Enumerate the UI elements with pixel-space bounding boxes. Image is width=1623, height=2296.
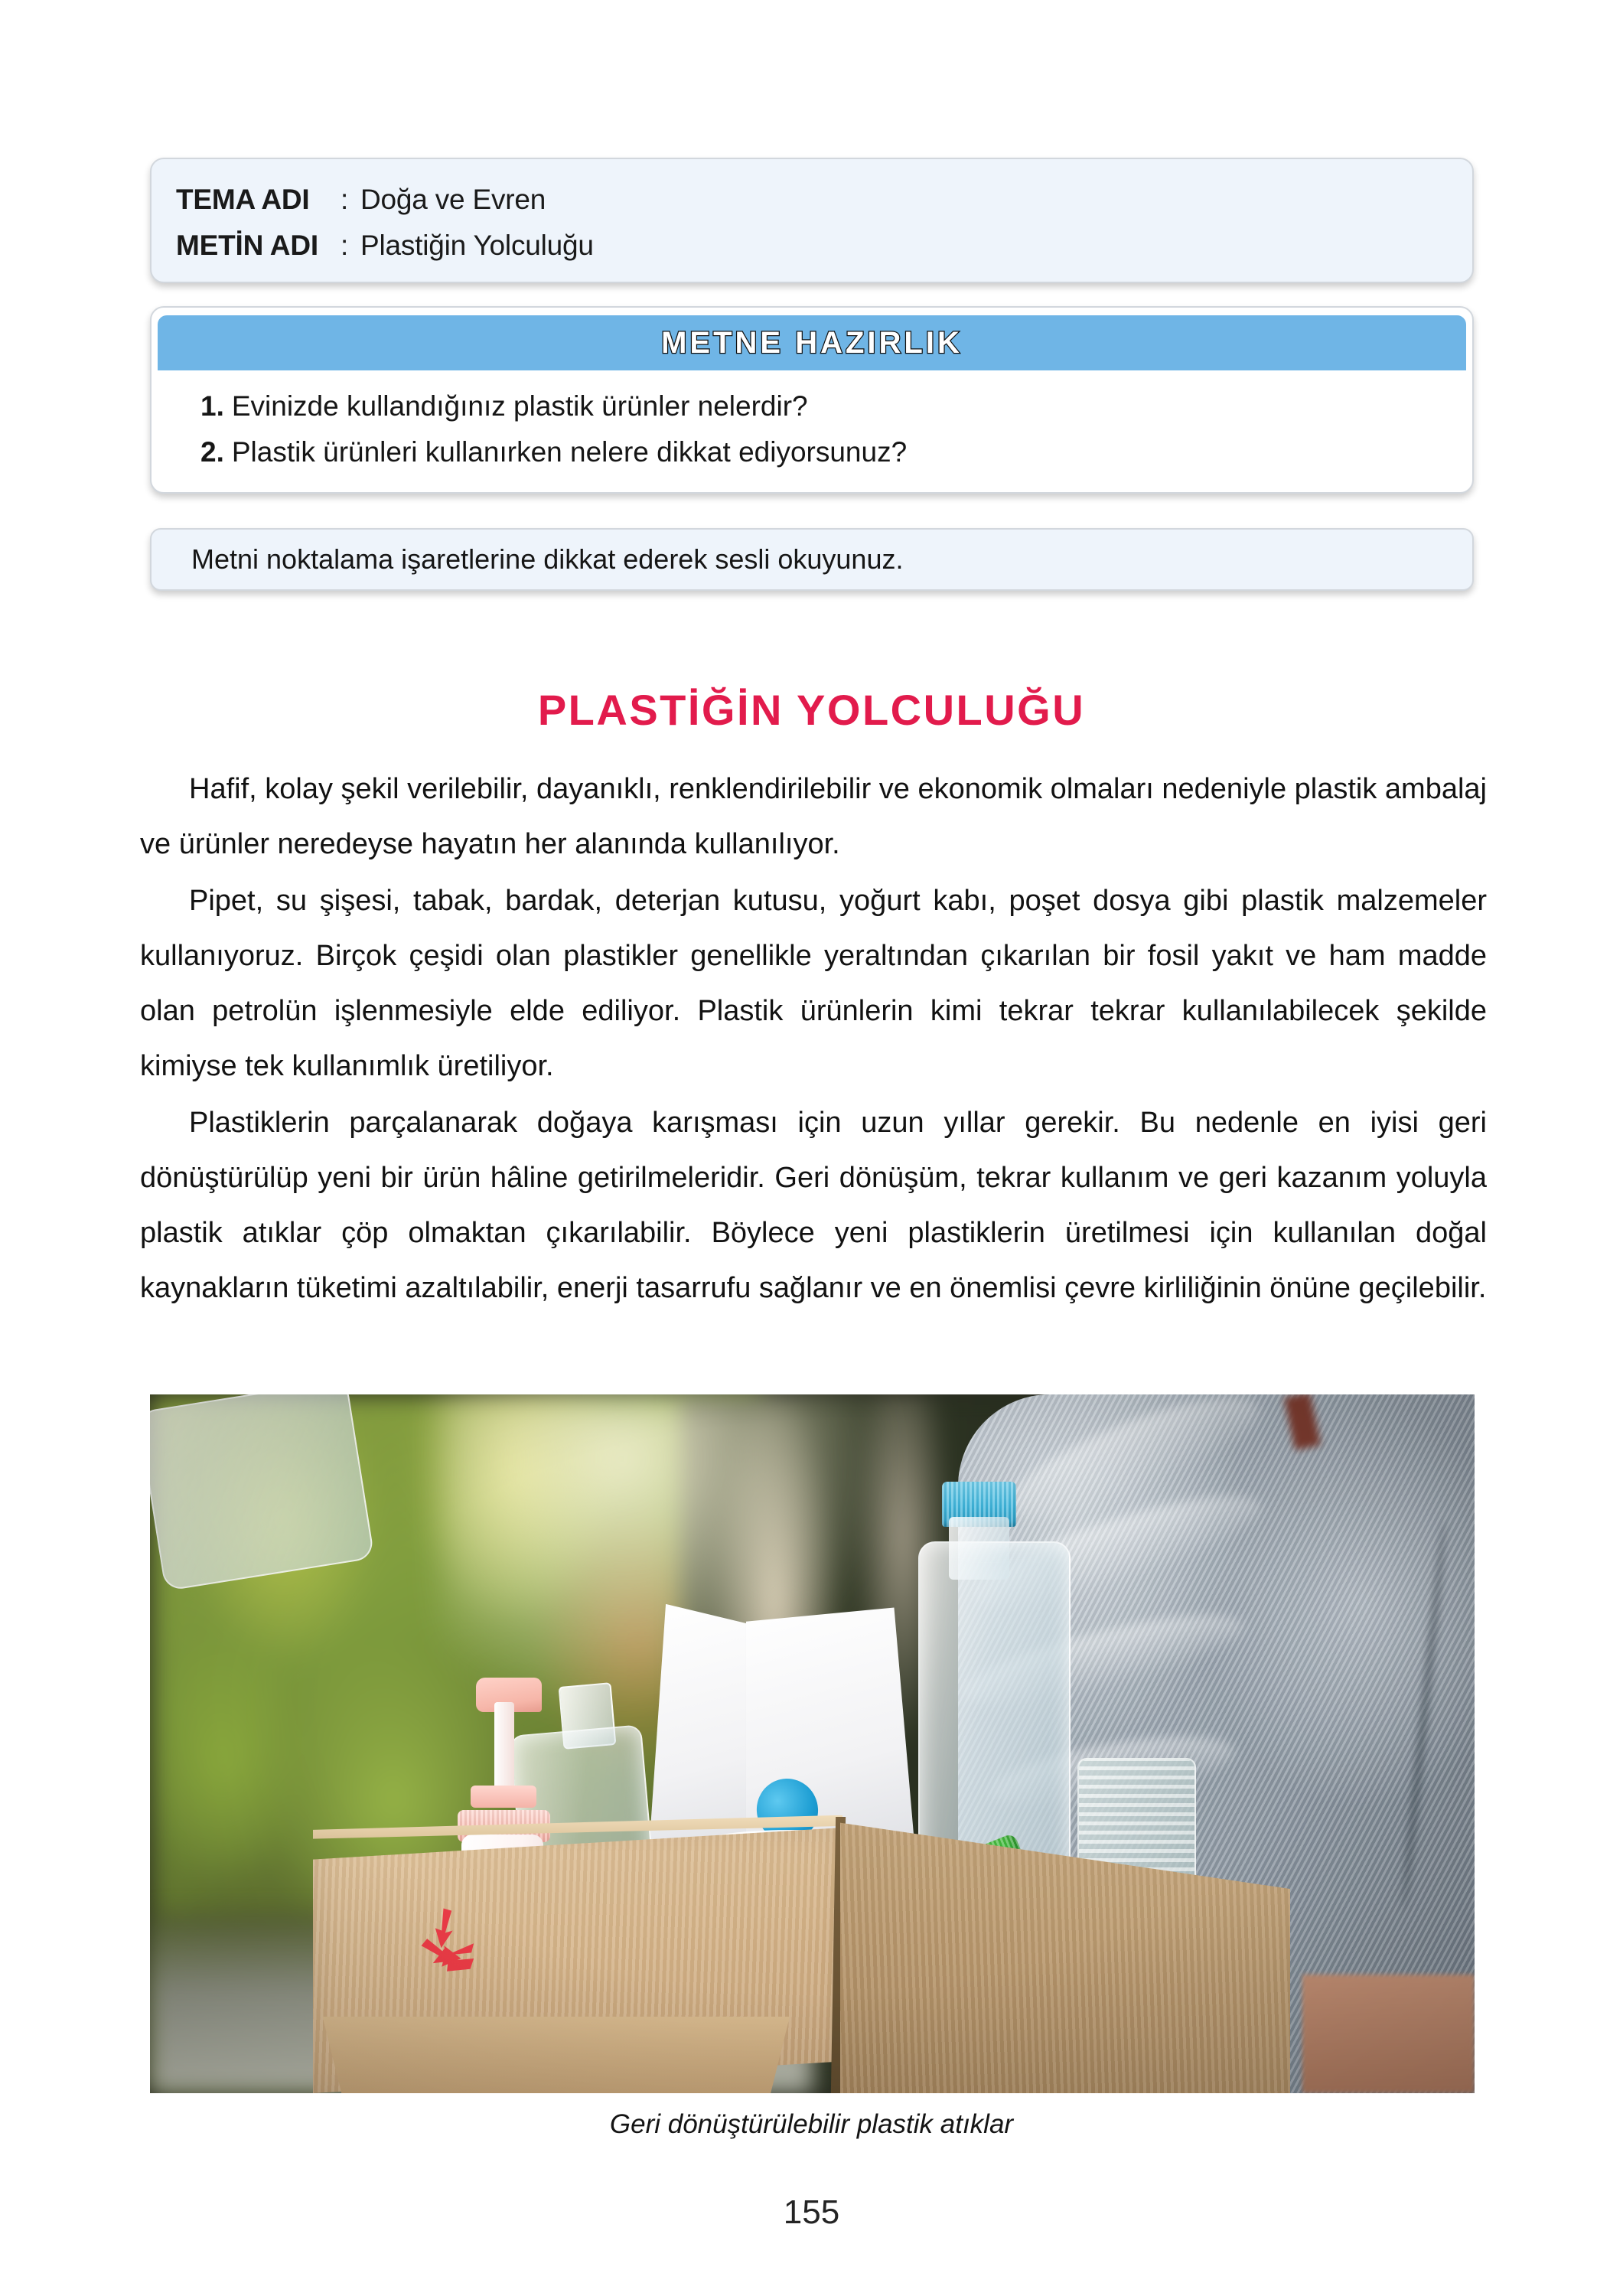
preparation-question-1 [200,390,808,422]
tshirt-sleeve-seam [1400,1521,1449,1911]
question-2-number: 2. [200,436,224,468]
text-name-value: Plastiğin Yolculuğu [360,230,594,261]
reading-instruction-box [150,528,1474,591]
theme-name-row [176,184,546,216]
theme-name-value: Doğa ve Evren [360,184,546,215]
theme-info-box [150,158,1474,283]
text-name-row [176,230,594,262]
page-number: 155 [783,2193,840,2231]
person-arm [1302,1975,1475,2093]
preparation-banner-title: METNE HAZIRLIK [661,325,963,360]
text-colon: : [341,230,349,261]
theme-name-label: TEMA ADI [176,184,310,215]
article-paragraph-3: Plastiklerin parçalanarak doğaya karışması için uzun yıllar gerekir. Bu nedenle en iyisi geri dönüştürülüp yeni bir ürün hâline getirilmeleridir. Geri dönüşüm, tekrar kullanım ve geri kazanım yoluyla plastik atıklar çöp olmaktan çıkarılabilir. Böylece yeni plastiklerin üretilmesi için kullanılan doğal kaynakların tüketimi azaltılabilir, enerji tasarrufu sağlanır ve en önemlisi çevre kirliliğinin önüne geçilebilir. [140,1107,1487,1304]
recycling-icon [418,1890,476,1995]
photo-caption: Geri dönüştürülebilir plastik atıklar [609,2109,1014,2139]
recycling-photo [150,1394,1475,2093]
preparation-banner [158,315,1466,370]
article-body [140,762,1487,1316]
question-2-text: Plastik ürünleri kullanırken nelere dikkat ediyorsunuz? [231,436,908,468]
article-paragraph-2: Pipet, su şişesi, tabak, bardak, deterjan kutusu, yoğurt kabı, poşet dosya gibi plastik malzemeler kullanıyoruz. Birçok çeşidi olan plastikler genellikle yeraltından çıkarılan bir fosil yakıt ve ham madde olan petrolün işlenmesiyle elde ediliyor. Plastik ürünlerin kimi tekrar tekrar kullanılabilecek şekilde kimiyse tek kullanımlık üretiliyor. [140,885,1487,1082]
reading-instruction-text: Metni noktalama işaretlerine dikkat ederek sesli okuyunuz. [191,543,904,575]
pump-dispenser-stem [494,1702,514,1793]
preparation-box [150,306,1474,494]
theme-colon: : [341,184,349,215]
question-1-number: 1. [200,390,224,422]
article-paragraph-1: Hafif, kolay şekil verilebilir, dayanıklı, renklendirilebilir ve ekonomik olmaları nedeniyle plastik ambalaj ve ürünler neredeyse hayatın her alanında kullanılıyor. [140,773,1487,860]
cardboard-box-bottom-flap [313,2017,790,2093]
question-1-text: Evinizde kullandığınız plastik ürünler nelerdir? [231,390,808,422]
text-name-label: METİN ADI [176,230,318,261]
pump-dispenser-ring [471,1786,537,1808]
crushed-clear-bottle [150,1394,375,1592]
article-title: PLASTİĞİN YOLCULUĞU [537,686,1086,734]
preparation-question-2 [200,436,907,468]
